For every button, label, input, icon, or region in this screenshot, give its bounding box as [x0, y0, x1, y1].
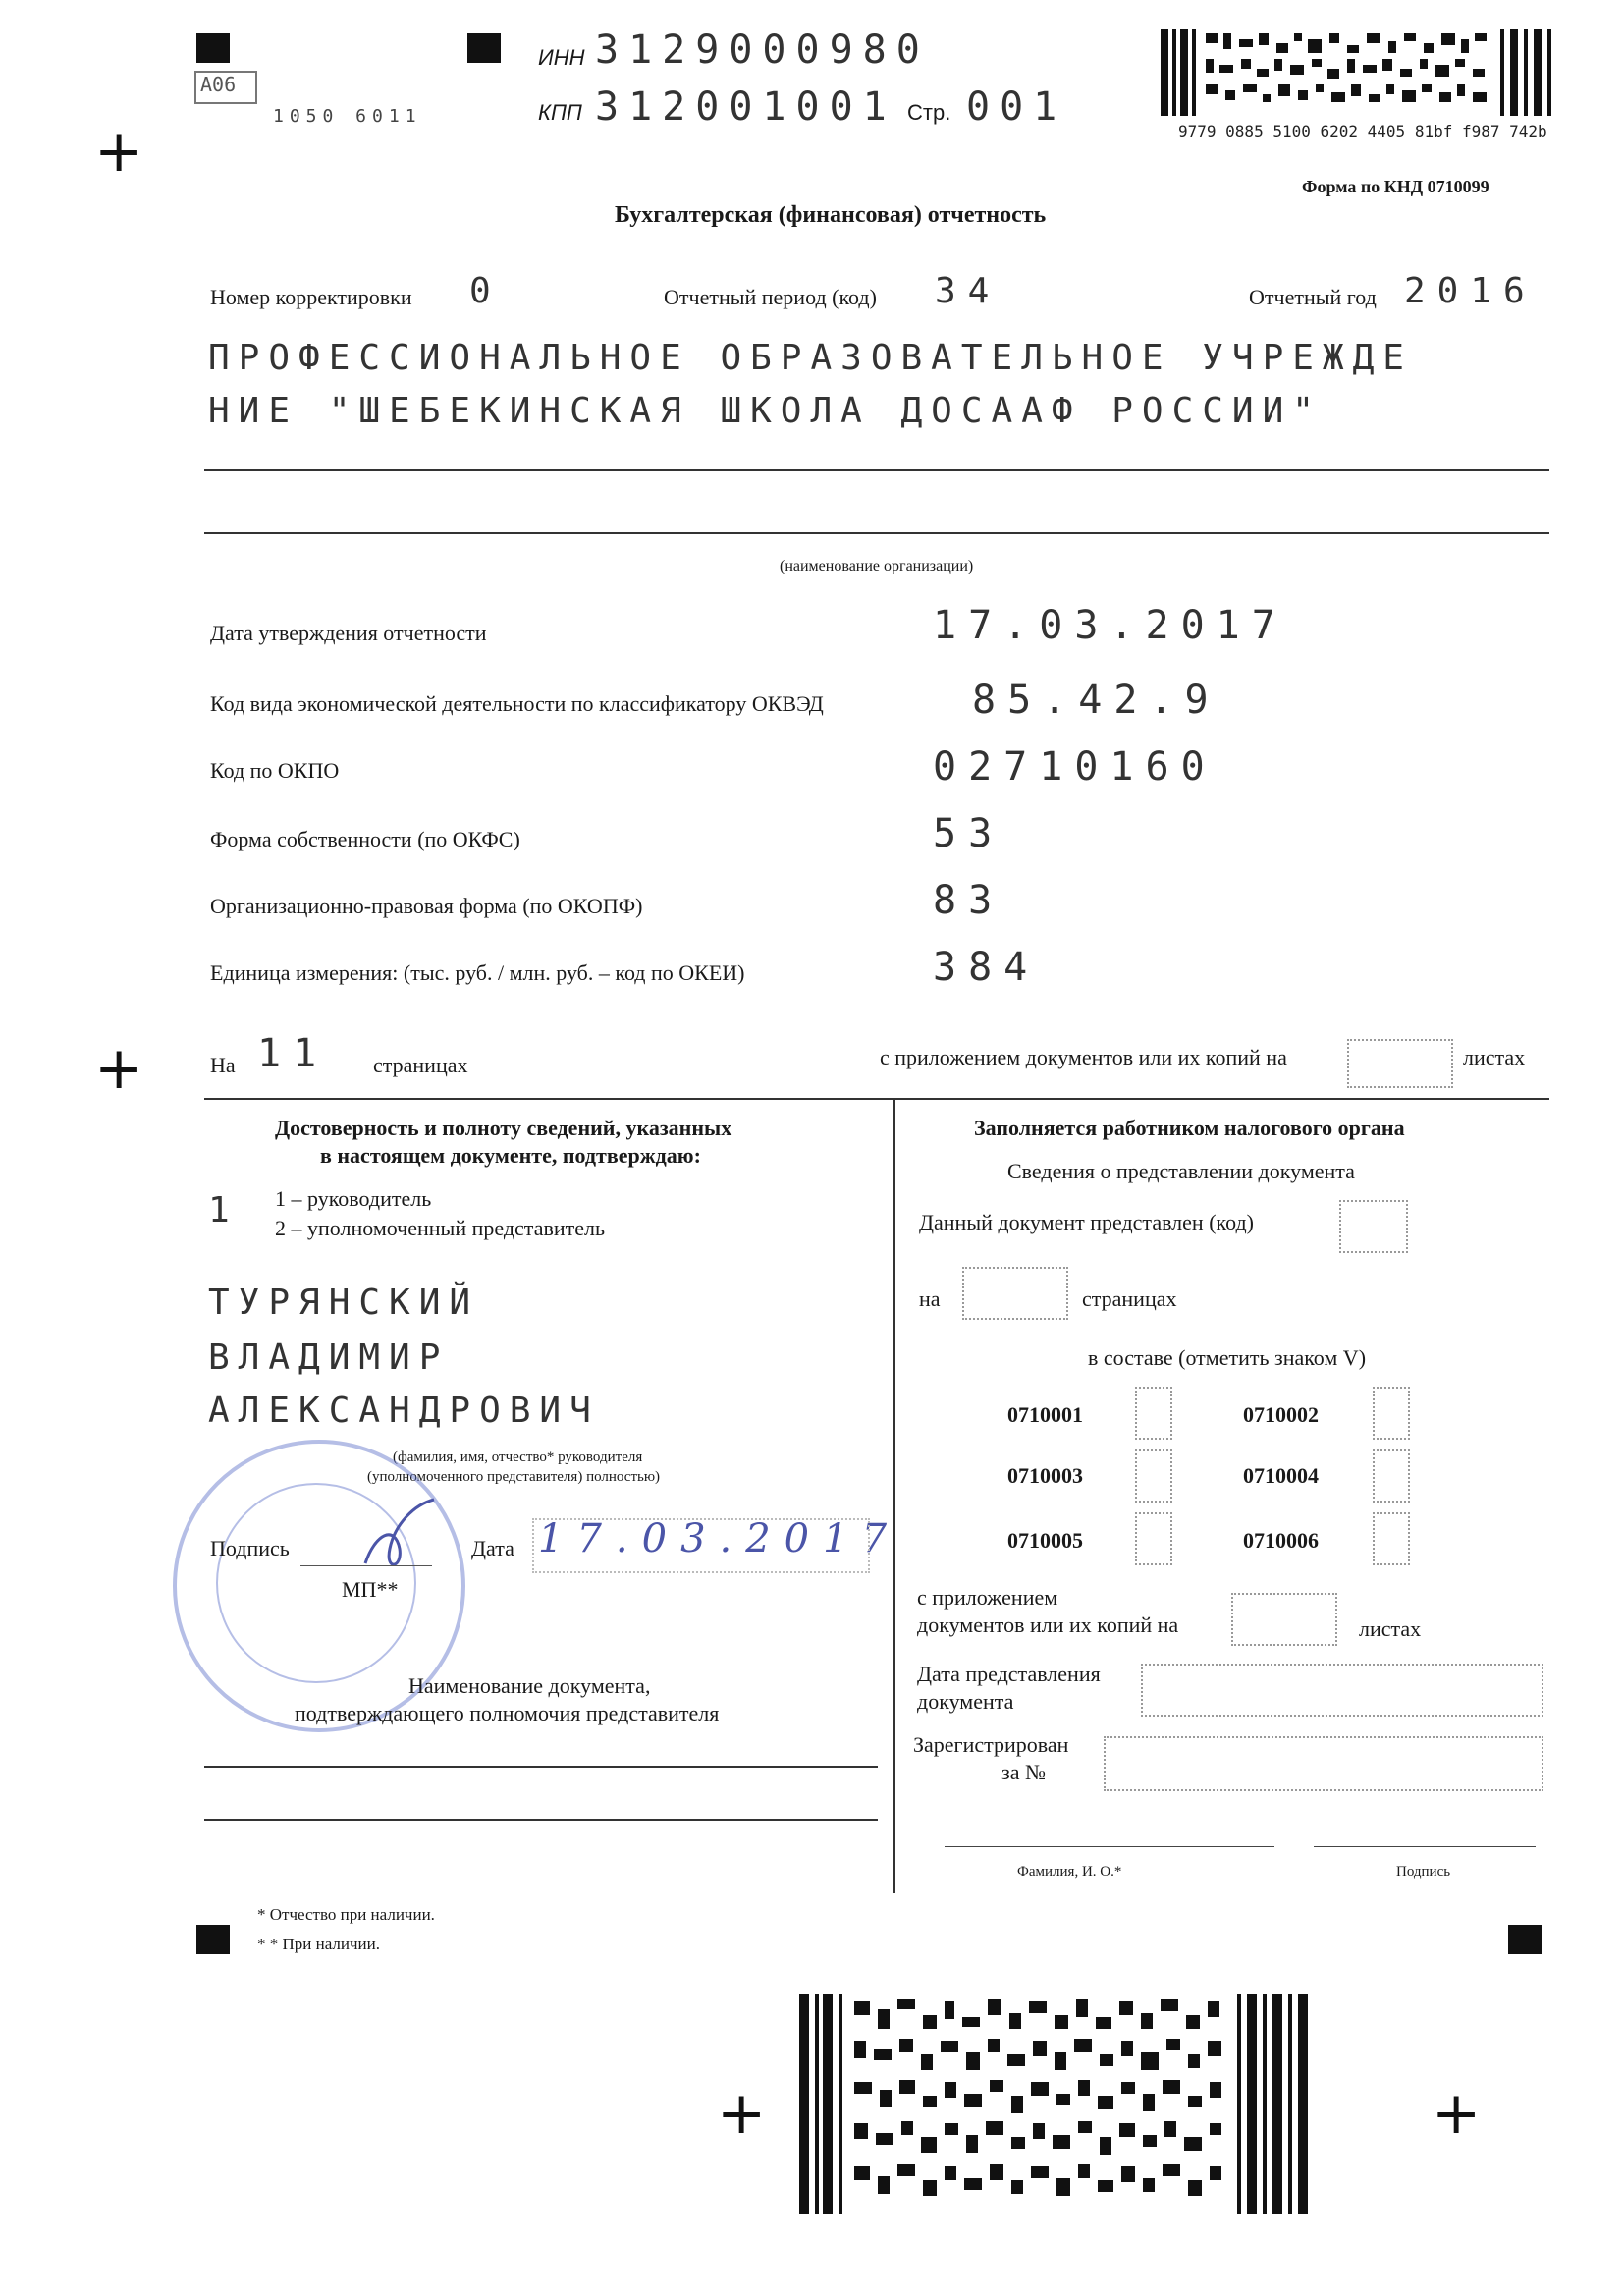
date-value-handwritten: 17.03.2017 [538, 1516, 901, 1561]
choice-value: 1 [208, 1190, 242, 1230]
doc-name-rule-2 [204, 1819, 878, 1821]
name-caption-2: (уполномоченного представителя) полностью) [367, 1469, 661, 1485]
field-label-okved: Код вида экономической деятельности по классификатору ОКВЭД [210, 691, 824, 716]
page-title: Бухгалтерская (финансовая) отчетность [615, 202, 1047, 228]
form-code-0710002: 0710002 [1243, 1402, 1319, 1427]
form-code-0710001: 0710001 [1007, 1402, 1083, 1427]
registered-box [1104, 1736, 1543, 1791]
page-label: Стр. [907, 100, 951, 125]
presented-label: Данный документ представлен (код) [919, 1210, 1254, 1234]
date-label: Дата [471, 1536, 514, 1560]
period-value: 34 [935, 271, 1001, 311]
left-heading-1: Достоверность и полноту сведений, указанных [275, 1116, 732, 1140]
field-label-approval-date: Дата утверждения отчетности [210, 621, 487, 645]
sign-line [1314, 1846, 1536, 1847]
pages-attach-box [1347, 1039, 1453, 1088]
year-label: Отчетный год [1249, 285, 1377, 309]
form-code-0710004: 0710004 [1243, 1463, 1319, 1488]
date-box [532, 1518, 870, 1573]
form-code-0710006: 0710006 [1243, 1528, 1319, 1553]
doc-name-1: Наименование документа, [408, 1673, 651, 1698]
form-box-0710005[interactable] [1135, 1512, 1172, 1565]
footnote-2: * * При наличии. [257, 1935, 380, 1953]
option-representative: 2 – уполномоченный представитель [275, 1216, 606, 1240]
submit-date-1: Дата представления [917, 1662, 1101, 1686]
bottom-barcode [799, 1994, 1310, 2214]
right-attach-box [1231, 1593, 1337, 1646]
correction-label: Номер корректировки [210, 285, 412, 309]
doc-name-2: подтверждающего полномочия представителя [295, 1701, 720, 1725]
field-value-okved: 85.42.9 [972, 678, 1220, 723]
right-attach-1: с приложением [917, 1585, 1058, 1610]
year-value: 2016 [1404, 271, 1537, 311]
pages-pages-label: страницах [373, 1053, 468, 1077]
field-label-okpo: Код по ОКПО [210, 758, 340, 783]
footnote-1: * Отчество при наличии. [257, 1905, 435, 1924]
corner-mark-bottom-right [1508, 1925, 1542, 1954]
page-value: 001 [966, 84, 1067, 130]
header-barcode [1161, 29, 1563, 118]
period-label: Отчетный период (код) [664, 285, 877, 309]
field-value-approval-date: 17.03.2017 [933, 603, 1287, 648]
form-code-0710005: 0710005 [1007, 1528, 1083, 1553]
pages-count: 11 [257, 1031, 329, 1076]
form-code: Форма по КНД 0710099 [1302, 177, 1489, 196]
form-box-0710003[interactable] [1135, 1449, 1172, 1503]
form-box-0710002[interactable] [1373, 1387, 1410, 1440]
pages-sheets-label: листах [1463, 1045, 1526, 1069]
sign-caption: Подпись [1396, 1864, 1451, 1880]
registration-cross-3: + [717, 2079, 767, 2148]
doc-name-rule-1 [204, 1766, 878, 1768]
form-box-0710004[interactable] [1373, 1449, 1410, 1503]
fio-line [945, 1846, 1274, 1847]
corner-mark-bottom-left [196, 1925, 230, 1954]
inn-value: 3129000980 [595, 27, 930, 73]
corner-code: A06 [200, 73, 237, 96]
right-sheets-label: листах [1359, 1616, 1422, 1641]
field-label-okfs: Форма собственности (по ОКФС) [210, 827, 520, 851]
name-caption-1: (фамилия, имя, отчество* руководителя [393, 1449, 643, 1465]
right-attach-2: документов или их копий на [917, 1613, 1179, 1637]
composition-label: в составе (отметить знаком V) [1088, 1345, 1367, 1370]
field-value-okopf: 83 [933, 878, 1004, 923]
signature-line [300, 1565, 432, 1566]
registered-2: за № [1001, 1760, 1046, 1784]
form-box-0710006[interactable] [1373, 1512, 1410, 1565]
registration-cross-2: + [94, 1034, 144, 1103]
section-divider [204, 1098, 1549, 1100]
kpp-label: КПП [538, 100, 582, 125]
registration-cross-4: + [1432, 2079, 1482, 2148]
inn-label: ИНН [538, 45, 585, 70]
field-value-okfs: 53 [933, 811, 1004, 856]
organization-rule-2 [204, 532, 1549, 534]
pages-attach-label: с приложением документов или их копий на [880, 1045, 1287, 1069]
submit-date-box [1141, 1664, 1543, 1717]
name-line-2: ВЛАДИМИР [208, 1338, 450, 1378]
correction-value: 0 [469, 271, 503, 311]
right-subheading: Сведения о представлении документа [1007, 1159, 1355, 1183]
signature-mark [346, 1495, 454, 1583]
field-value-okpo: 02710160 [933, 744, 1217, 790]
organization-line-1: ПРОФЕССИОНАЛЬНОЕ ОБРАЗОВАТЕЛЬНОЕ УЧРЕЖДЕ [208, 338, 1413, 378]
form-box-0710001[interactable] [1135, 1387, 1172, 1440]
fio-caption: Фамилия, И. О.* [1017, 1864, 1122, 1880]
code-numbers: 1050 6011 [273, 106, 422, 127]
organization-caption: (наименование организации) [780, 558, 974, 574]
form-code-0710003: 0710003 [1007, 1463, 1083, 1488]
corner-code-box [194, 71, 257, 104]
kpp-value: 312001001 [595, 84, 896, 130]
right-pages-label: страницах [1082, 1286, 1177, 1311]
column-divider [893, 1098, 895, 1893]
right-heading: Заполняется работником налогового органа [974, 1116, 1405, 1140]
corner-mark-top-mid [467, 33, 501, 63]
registration-cross-1: + [94, 117, 144, 186]
left-heading-2: в настоящем документе, подтверждаю: [320, 1143, 701, 1168]
organization-line-2: НИЕ "ШЕБЕКИНСКАЯ ШКОЛА ДОСААФ РОССИИ" [208, 391, 1323, 431]
pages-on-label: На [210, 1053, 236, 1077]
name-line-3: АЛЕКСАНДРОВИЧ [208, 1391, 600, 1431]
presented-box [1339, 1200, 1408, 1253]
field-label-okei: Единица измерения: (тыс. руб. / млн. руб. – код по ОКЕИ) [210, 960, 745, 985]
organization-rule-1 [204, 469, 1549, 471]
barcode-text: 9779 0885 5100 6202 4405 81bf f987 742b [1178, 122, 1547, 140]
name-line-1: ТУРЯНСКИЙ [208, 1283, 480, 1323]
field-value-okei: 384 [933, 945, 1040, 990]
signature-label: Подпись [210, 1536, 290, 1560]
right-on-label: на [919, 1286, 941, 1311]
corner-mark-top-left [196, 33, 230, 63]
field-label-okopf: Организационно-правовая форма (по ОКОПФ) [210, 894, 643, 918]
option-head: 1 – руководитель [275, 1186, 432, 1211]
registered-1: Зарегистрирован [913, 1732, 1069, 1757]
right-pages-box [962, 1267, 1068, 1320]
seal-label: МП** [342, 1577, 399, 1602]
submit-date-2: документа [917, 1689, 1014, 1714]
